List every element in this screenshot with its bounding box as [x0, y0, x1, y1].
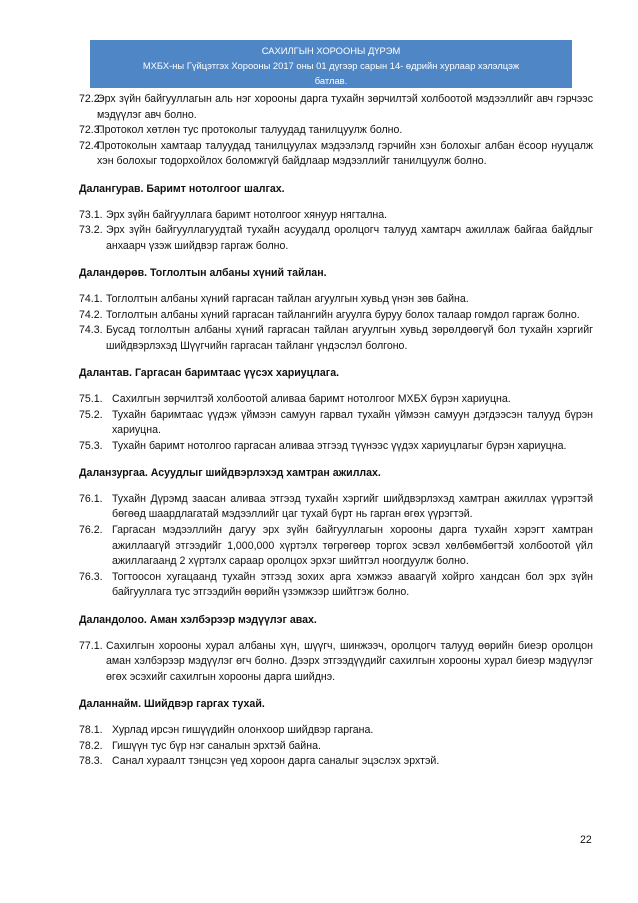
- document-header-banner: [90, 40, 572, 88]
- clause-72-2: [79, 92, 593, 123]
- clause-text: Тогтоосон хугацаанд тухайн этгээд зохих арга хэмжээ аваагүй хойрго хандсан бол эрх зүйн байгууллага тус этгээдийн өөрийн үзэмжээр шийтгэж болно.: [112, 570, 593, 599]
- clause-text: Протокол хөтлөн тус протоколыг талуудад танилцуулж болно.: [97, 124, 403, 137]
- clause-text: Тухайн баримт нотолгоо гаргасан аливаа этгээд түүнээс үүдэх хариуцлагыг бүрэн хариуцна.: [112, 439, 567, 452]
- clause-text: Бусад тоглолтын албаны хүний гаргасан тайлан агуулгын хувьд зөрөлдөөгүй бол тухайн хэргийг шийдвэрлэхэд Шүүгчийн гаргасан тайланг үндэслэл болгоно.: [106, 324, 593, 352]
- section-title-74: Даландөрөв. Тоглолтын албаны хүний тайлан.: [79, 267, 327, 280]
- clause-73-1: [79, 208, 593, 224]
- section-title-77: Даландолоо. Аман хэлбэрээр мэдүүлэг авах.: [79, 614, 317, 627]
- clause-74-3: [79, 323, 593, 354]
- clause-76-1: [79, 492, 593, 523]
- clause-number: 77.1.: [79, 639, 103, 652]
- clause-76-3: [79, 570, 593, 601]
- clause-number: 75.1.: [79, 392, 103, 405]
- clause-76-2: [79, 523, 593, 570]
- clause-75-3: [79, 439, 593, 455]
- clause-text: Сахилгын хорооны хурал албаны хүн, шүүгч, шинжээч, оролцогч талууд өөрийн биеэр оролцон аман хэлбэрээр мэдүүлэг өгч болно. Дээрх этгээдүүдийг сахилгын хорооны хурал биеэр мэдүүлэг өгөх эсэхийг сахилгын хорооны дарга шийднэ.: [106, 639, 593, 683]
- clause-77-1: [79, 639, 593, 686]
- clause-number: 78.1.: [79, 724, 103, 736]
- clause-text: Сахилгын зөрчилтэй холбоотой аливаа баримт нотолгоог МХБХ бүрэн хариуцна.: [112, 392, 511, 405]
- clause-number: 72.4.: [79, 139, 103, 152]
- clause-74-2: [79, 308, 593, 324]
- clause-72-3: [79, 123, 593, 139]
- clause-text: Эрх зүйн байгууллага баримт нотолгоог хянуур нягтална.: [106, 208, 388, 221]
- section-title-76: Даланзургаа. Асуудлыг шийдвэрлэхэд хамтран ажиллах.: [79, 467, 381, 480]
- clause-number: 78.2.: [79, 739, 103, 752]
- clause-73-2: [79, 223, 593, 254]
- clause-number: 74.2.: [79, 308, 103, 321]
- section-title-73: Далангурав. Баримт нотолгоог шалгах.: [79, 182, 285, 195]
- clause-text: Санал хураалт тэнцсэн үед хороон дарга саналыг эцэслэх эрхтэй.: [112, 755, 440, 768]
- clause-text: Тоглолтын албаны хүний гаргасан тайлан агуулгын хувьд үнэн зөв байна.: [106, 292, 469, 305]
- section-title-75: Далантав. Гаргасан баримтаас үүсэх хариуцлага.: [79, 367, 340, 380]
- clause-text: Хурлад ирсэн гишүүдийн олонхоор шийдвэр гаргана.: [112, 724, 374, 736]
- clause-text: Эрх зүйн байгууллагуудтай тухайн асуудалд оролцогч талууд хамтарч ажиллаж байгаа байдлыг анхаарч үзэж шийдвэр гаргаж болно.: [106, 224, 593, 252]
- clause-72-4: [79, 139, 593, 170]
- clause-number: 74.1.: [79, 292, 103, 305]
- clause-number: 78.3.: [79, 755, 103, 768]
- clause-75-2: [79, 408, 593, 439]
- header-subtitle: МХБХ-ны Гүйцэтгэх Хорооны 2017 оны 01 дүгээр сарын 14- өдрийн хурлаар хэлэлцэж: [142, 60, 520, 71]
- clause-text: Тухайн баримтаас үүдэж үймээн самуун гарвал тухайн үймээн самуун дэгдээсэн талууд бүрэн хариуцна.: [112, 408, 593, 437]
- clause-number: 73.1.: [79, 208, 103, 221]
- clause-78-3: [79, 754, 593, 770]
- clause-text: Эрх зүйн байгууллагын аль нэг хорооны дарга тухайн зөрчилтэй холбоотой мэдээллийг авч гэрчээс мэдүүлэг авч болно.: [97, 93, 593, 121]
- clause-74-1: [79, 292, 593, 308]
- clause-78-2: [79, 739, 593, 755]
- clause-78-1: [79, 723, 593, 739]
- clause-text: Тухайн Дүрэмд заасан аливаа этгээд тухайн хэргийг шийдвэрлэхэд хамтран ажиллах үүрэгтэй бөгөөд шаардлагатай мэдээллийг цаг тухай бүрт нь гарган өгөх үүрэгтэй.: [112, 492, 593, 521]
- clause-number: 76.2.: [79, 524, 103, 537]
- clause-75-1: [79, 392, 593, 408]
- clause-number: 74.3.: [79, 324, 103, 337]
- clause-number: 76.3.: [79, 570, 103, 583]
- clause-text: Протоколын хамтаар талуудад танилцуулах мэдээлэлд гэрчийн хэн болохыг албан ёсоор нууцалж хэн болохыг тодорхойлох боломжгүй байдлаар мэдээллийг танилцуулж болно.: [97, 139, 593, 168]
- section-title-78: Даланнайм. Шийдвэр гаргах тухай.: [79, 698, 265, 711]
- clause-text: Гишүүн тус бүр нэг саналын эрхтэй байна.: [112, 739, 321, 752]
- header-subtitle-continued: батлав.: [314, 75, 348, 86]
- clause-number: 75.3.: [79, 439, 103, 452]
- clause-number: 73.2.: [79, 224, 103, 237]
- header-title: САХИЛГЫН ХОРООНЫ ДҮРЭМ: [261, 45, 401, 56]
- clause-number: 76.1.: [79, 492, 103, 505]
- clause-number: 75.2.: [79, 408, 103, 421]
- clause-number: 72.3.: [79, 124, 103, 137]
- clause-number: 72.2.: [79, 93, 103, 105]
- clause-text: Тоглолтын албаны хүний гаргасан тайлангийн агуулга буруу болох талаар гомдол гаргаж болно.: [106, 308, 580, 321]
- page-number: 22: [580, 834, 592, 846]
- clause-text: Гаргасан мэдээллийн дагуу эрх зүйн байгууллагын хорооны дарга тухайн хэрэгт хамтран ажиллаагүй этгээдийг 1,000,000 хүртэлх төгрөгөөр торгох эсвэл хөлбөмбөгтэй холбоотой үйл ажиллагаанд 2 хүртэлх сараар оролцох эрхэг шийтгэл ноогдуулж болно.: [112, 524, 593, 568]
- document-body: [79, 92, 593, 770]
